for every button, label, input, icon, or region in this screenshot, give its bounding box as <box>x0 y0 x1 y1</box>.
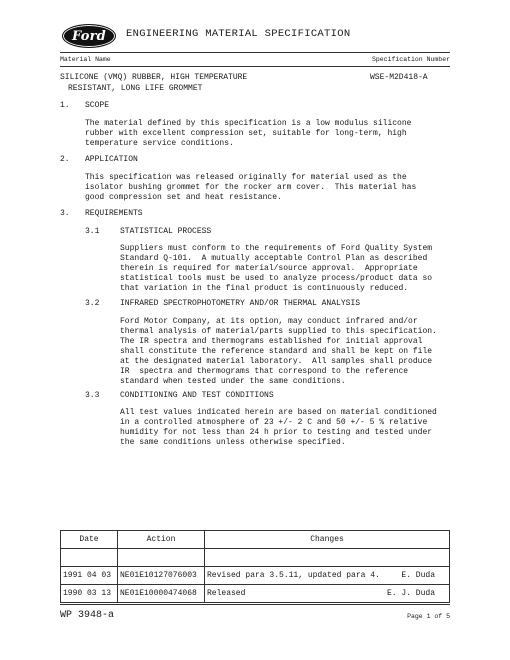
changes-cell <box>205 567 450 585</box>
section-title: APPLICATION <box>85 155 138 164</box>
text-line: temperature service conditions. <box>85 139 234 148</box>
date-cell: 1991 04 03 <box>61 567 118 585</box>
text-line: statistical tools must be used to analyze process/product data so <box>120 274 433 283</box>
section-title: REQUIREMENTS <box>85 209 143 218</box>
section-number: 2. <box>60 155 70 164</box>
form-number: WP 3948-a <box>60 610 115 621</box>
table-row <box>61 585 450 603</box>
section-title: SCOPE <box>85 101 110 110</box>
header-rule <box>60 52 450 53</box>
action-cell: NE01E10000474068 <box>118 585 205 603</box>
text-line: standard when tested under the same conditions. <box>120 377 346 386</box>
section-body <box>85 173 416 203</box>
text-line: This specification was released originally for material used as the <box>85 173 407 182</box>
text-line: good compression set and heat resistance. <box>85 193 282 202</box>
change-author: E. J. Duda <box>386 589 435 598</box>
date-cell: 1990 03 13 <box>61 585 118 603</box>
table-row <box>61 549 450 567</box>
date-cell <box>61 549 118 567</box>
ford-logo <box>62 24 116 48</box>
text-line: at the designated material laboratory. All samples shall produce <box>120 357 433 366</box>
subheader-rule <box>60 66 450 67</box>
text-line: thermal analysis of material/parts supplied to this specification. <box>120 327 437 336</box>
material-name-label: Material Name <box>60 56 111 63</box>
spec-number-label: Specification Number <box>371 56 450 63</box>
text-line: humidity for not less than 24 h prior to testing and tested under <box>120 428 433 437</box>
subsection-number: 3.1 <box>85 227 100 236</box>
material-name-line2: RESISTANT, LONG LIFE GROMMET <box>68 84 203 93</box>
subsection-title: STATISTICAL PROCESS <box>120 227 212 236</box>
section-body <box>85 119 411 149</box>
page-title: ENGINEERING MATERIAL SPECIFICATION <box>126 28 351 40</box>
table-row <box>61 567 450 585</box>
subsection-title: INFRARED SPECTROPHOTOMETRY AND/OR THERMAL ANALYSIS <box>120 299 361 308</box>
table-header-row <box>61 531 450 549</box>
text-line: therein is required for material/source approval. Appropriate <box>120 264 418 273</box>
change-author: E. Duda <box>401 571 435 580</box>
changes-table <box>60 530 450 603</box>
text-line: rubber with excellent compression set, suitable for long-term, high <box>85 129 407 138</box>
change-description: Revised para 3.5.11, updated para 4. <box>207 571 380 580</box>
changes-cell <box>205 585 450 603</box>
section-number: 3. <box>60 209 70 218</box>
action-cell <box>118 549 205 567</box>
section-number: 1. <box>60 101 70 110</box>
changes-cell <box>205 549 450 567</box>
subsection-body <box>120 408 437 448</box>
subsection-body <box>120 317 437 387</box>
subsection-number: 3.3 <box>85 391 100 400</box>
text-line: All test values indicated herein are based on material conditioned <box>120 408 437 417</box>
subsection-title: CONDITIONING AND TEST CONDITIONS <box>120 391 274 400</box>
column-header-changes: Changes <box>205 531 450 549</box>
text-line: that variation in the final product is continuously reduced. <box>120 284 409 293</box>
text-line: Ford Motor Company, at its option, may conduct infrared and/or <box>120 317 418 326</box>
text-line: IR spectra and thermograms that correspond to the reference <box>120 367 409 376</box>
text-line: Standard Q-101. A mutually acceptable Control Plan as described <box>120 254 428 263</box>
spec-number: WSE-M2D418-A <box>370 73 428 82</box>
action-cell: NE01E10127076003 <box>118 567 205 585</box>
text-line: shall constitute the reference standard and shall be kept on file <box>120 347 433 356</box>
text-line: The IR spectra and thermograms established for initial approval <box>120 337 423 346</box>
change-description: Released <box>207 589 246 598</box>
material-name-line1: SILICONE (VMQ) RUBBER, HIGH TEMPERATURE <box>60 73 248 82</box>
ford-logo-text: Ford <box>72 28 106 44</box>
subsection-number: 3.2 <box>85 299 100 308</box>
text-line: the same conditions unless otherwise specified. <box>120 438 346 447</box>
text-line: in a controlled atmosphere of 23 +/- 2 C and 50 +/- 5 % relative <box>120 418 428 427</box>
text-line: isolator bushing grommet for the rocker arm cover. This material has <box>85 183 417 192</box>
column-header-date: Date <box>61 531 118 549</box>
subsection-body <box>120 244 432 294</box>
text-line: The material defined by this specification is a low modulus silicone <box>85 119 412 128</box>
text-line: Suppliers must conform to the requirements of Ford Quality System <box>120 244 433 253</box>
column-header-action: Action <box>118 531 205 549</box>
page-number: Page 1 of 5 <box>407 613 450 620</box>
footer-rule <box>60 604 450 605</box>
